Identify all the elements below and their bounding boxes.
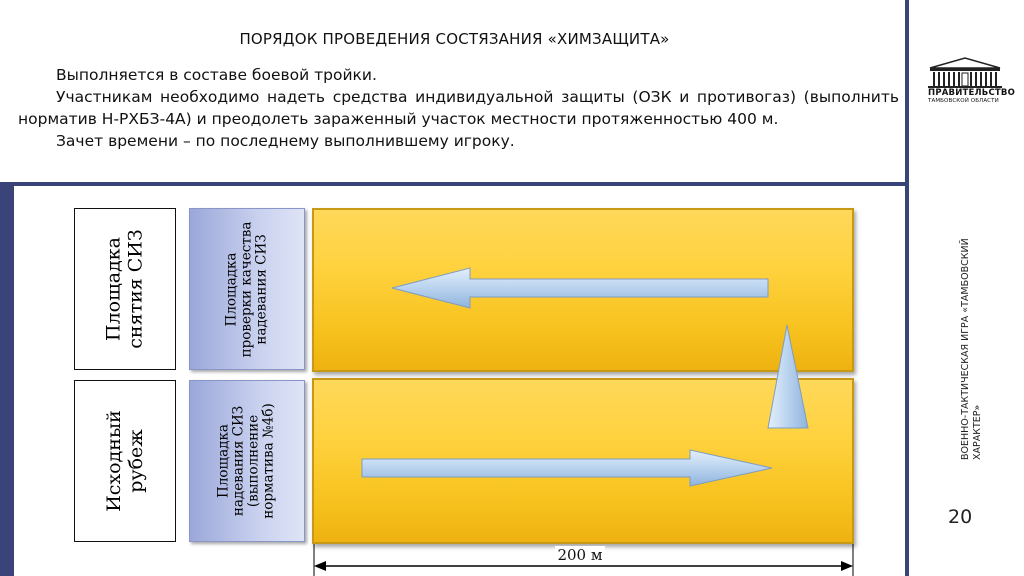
box-quality-check-label: Площадка проверки качества надевания СИЗ bbox=[223, 221, 270, 357]
body-paragraph-1: Выполняется в составе боевой тройки. bbox=[56, 66, 377, 84]
body-paragraph-3: Зачет времени – по последнему выполнившему игроку. bbox=[56, 132, 515, 150]
up-arrow-icon bbox=[768, 325, 808, 428]
slide-title: ПОРЯДОК ПРОВЕДЕНИЯ СОСТЯЗАНИЯ «ХИМЗАЩИТА» bbox=[239, 30, 670, 48]
distance-left-arrowhead-icon bbox=[314, 561, 326, 571]
box-start-line-label: Исходный рубеж bbox=[103, 410, 148, 512]
logo-title: ПРАВИТЕЛЬСТВО bbox=[928, 88, 1015, 98]
right-arrow-icon bbox=[362, 450, 772, 486]
box-donning-label: Площадка надевания СИЗ (выполнение норматива №4б) bbox=[216, 403, 278, 519]
vertical-caption: ВОЕННО-ТАКТИЧЕСКАЯ ИГРА «ТАМБОВСКИЙ ХАРАКТЕР» bbox=[960, 238, 983, 460]
box-sizh-removal-label: Площадка снятия СИЗ bbox=[103, 229, 147, 349]
distance-label: 200 м bbox=[555, 546, 605, 564]
body-paragraph-2: Участникам необходимо надеть средства индивидуальной защиты (ОЗК и противогаз) (выполнить норматив Н-РХБЗ-4А) и преодолеть зараженный участок местности протяженностью 400 м. bbox=[18, 88, 899, 128]
page-number: 20 bbox=[948, 506, 973, 528]
logo-subtitle: ТАМБОВСКОЙ ОБЛАСТИ bbox=[928, 98, 999, 104]
left-arrow-icon bbox=[392, 268, 768, 308]
distance-right-arrowhead-icon bbox=[841, 561, 853, 571]
